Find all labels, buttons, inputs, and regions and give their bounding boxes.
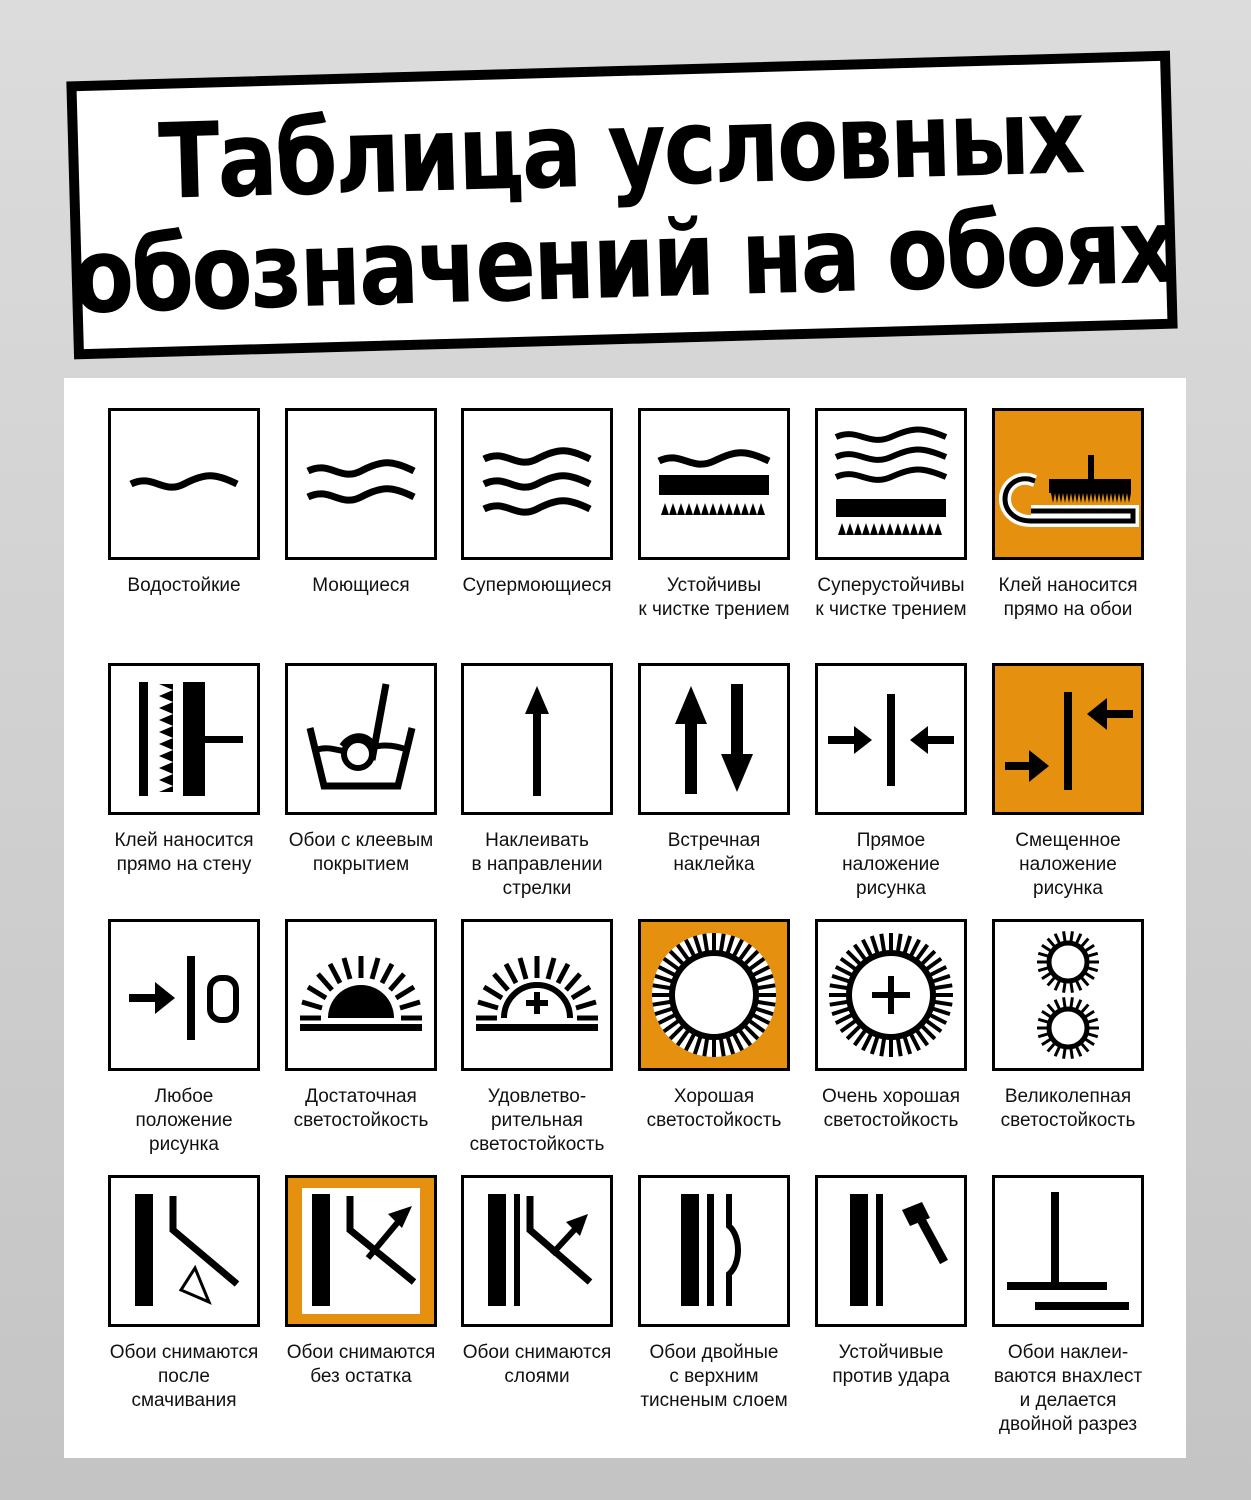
washable-icon bbox=[285, 408, 437, 560]
symbol-cell bbox=[461, 663, 613, 901]
symbol-cell bbox=[461, 1175, 613, 1389]
paste-the-wall-icon bbox=[108, 663, 260, 815]
symbol-label: Смещенное наложение рисунка bbox=[1015, 830, 1121, 899]
symbol-label: Любое положение рисунка bbox=[135, 1086, 233, 1155]
symbol-label: Водостойкие bbox=[127, 575, 241, 596]
symbol-cell bbox=[815, 1175, 967, 1389]
symbol-cell bbox=[992, 663, 1144, 901]
symbol-cell bbox=[815, 408, 967, 622]
strippable-icon bbox=[285, 1175, 437, 1327]
symbol-cell bbox=[992, 1175, 1144, 1437]
symbol-cell bbox=[285, 1175, 437, 1389]
symbol-cell bbox=[285, 408, 437, 598]
symbol-label: Клей наносится прямо на обои bbox=[998, 575, 1138, 620]
symbol-label: Великолепная светостойкость bbox=[1000, 1086, 1136, 1131]
symbol-label: Хорошая светостойкость bbox=[646, 1086, 782, 1131]
excellent-lightfast-icon bbox=[992, 919, 1144, 1071]
symbol-label: Прямое наложение рисунка bbox=[842, 830, 940, 899]
symbol-label: Клей наносится прямо на стену bbox=[114, 830, 254, 875]
symbol-cell bbox=[638, 408, 790, 622]
free-match-icon bbox=[108, 919, 260, 1071]
symbol-cell bbox=[992, 408, 1144, 622]
symbol-cell bbox=[638, 1175, 790, 1413]
very-good-lightfast-icon bbox=[815, 919, 967, 1071]
symbol-label: Обои снимаются после смачивания bbox=[109, 1342, 259, 1411]
embossed-duplex-icon bbox=[638, 1175, 790, 1327]
scrub-resistant-icon bbox=[638, 408, 790, 560]
wet-removable-icon bbox=[108, 1175, 260, 1327]
super-washable-icon bbox=[461, 408, 613, 560]
symbol-cell bbox=[108, 1175, 260, 1413]
water-resistant-icon bbox=[108, 408, 260, 560]
title-line-1: Таблица условных bbox=[157, 75, 1084, 223]
symbol-cell bbox=[815, 663, 967, 901]
symbol-label: Обои с клеевым покрытием bbox=[288, 830, 434, 875]
impact-resistant-icon bbox=[815, 1175, 967, 1327]
good-lightfast-icon bbox=[638, 919, 790, 1071]
peelable-icon bbox=[461, 1175, 613, 1327]
double-cut-icon bbox=[992, 1175, 1144, 1327]
symbol-cell bbox=[108, 919, 260, 1157]
symbol-label: Устойчивы к чистке трением bbox=[638, 575, 790, 620]
symbol-label: Удовлетво- рительная светостойкость bbox=[469, 1086, 605, 1155]
symbol-cell bbox=[992, 919, 1144, 1133]
super-scrub-resistant-icon bbox=[815, 408, 967, 560]
symbol-label: Достаточная светостойкость bbox=[293, 1086, 429, 1131]
symbol-cell bbox=[461, 408, 613, 598]
symbol-label: Обои снимаются без остатка bbox=[286, 1342, 436, 1387]
symbol-cell bbox=[285, 663, 437, 877]
symbol-cell bbox=[638, 919, 790, 1133]
symbol-cell bbox=[638, 663, 790, 877]
symbol-cell bbox=[285, 919, 437, 1133]
title-banner bbox=[66, 51, 1177, 360]
symbol-label: Обои наклеи- ваются внахлест и делается двойной разрез bbox=[993, 1342, 1143, 1435]
symbol-label: Суперустойчивы к чистке трением bbox=[815, 575, 967, 620]
paste-the-wallpaper-icon bbox=[992, 408, 1144, 560]
reverse-hanging-icon bbox=[638, 663, 790, 815]
symbol-label: Наклеивать в направлении стрелки bbox=[471, 830, 603, 899]
sufficient-lightfast-icon bbox=[285, 919, 437, 1071]
prepasted-icon bbox=[285, 663, 437, 815]
symbol-label: Супермоющиеся bbox=[462, 575, 612, 596]
straight-match-icon bbox=[815, 663, 967, 815]
symbol-label: Моющиеся bbox=[312, 575, 410, 596]
offset-match-icon bbox=[992, 663, 1144, 815]
symbols-panel bbox=[64, 378, 1186, 1458]
symbol-label: Обои двойные с верхним тисненым слоем bbox=[640, 1342, 788, 1411]
symbol-label: Обои снимаются слоями bbox=[462, 1342, 612, 1387]
symbol-cell bbox=[108, 663, 260, 877]
symbol-cell bbox=[815, 919, 967, 1133]
symbol-cell bbox=[108, 408, 260, 598]
satisfactory-lightfast-icon bbox=[461, 919, 613, 1071]
symbol-label: Встречная наклейка bbox=[667, 830, 761, 875]
symbol-label: Очень хорошая светостойкость bbox=[821, 1086, 960, 1131]
symbol-label: Устойчивые против удара bbox=[832, 1342, 950, 1387]
arrow-up-icon bbox=[461, 663, 613, 815]
title-line-2: обозначений на обоях bbox=[71, 184, 1177, 338]
symbol-cell bbox=[461, 919, 613, 1157]
